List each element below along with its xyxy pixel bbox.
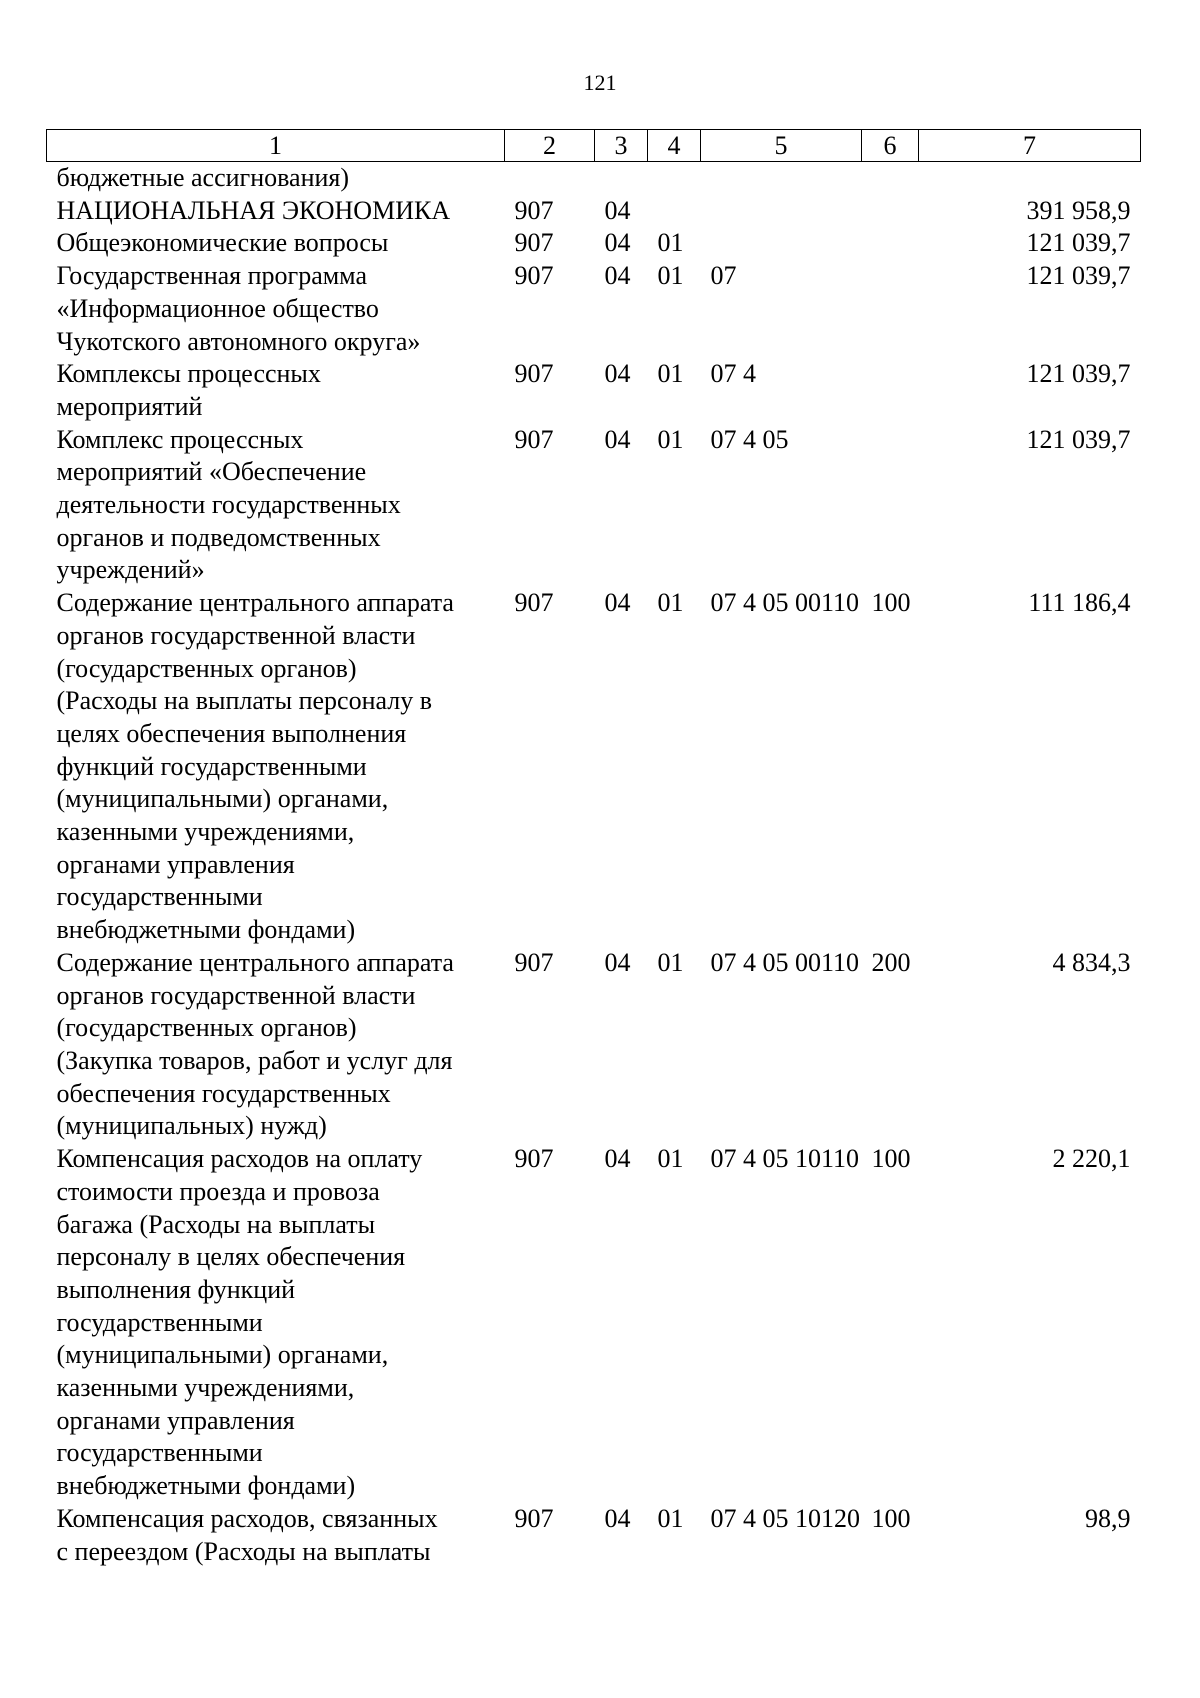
- row-subsection: [648, 195, 701, 228]
- row-name-line: органами управления: [56, 849, 295, 879]
- row-target-article: 07 4 05 00110: [710, 588, 860, 618]
- table-row: [47, 947, 1141, 1143]
- row-target-article: 07 4 05 10110: [710, 1144, 860, 1174]
- row-name: [47, 260, 505, 358]
- row-gov-code: 907: [514, 359, 554, 389]
- row-amount: 98,9: [1085, 1503, 1131, 1533]
- row-target-article: [701, 162, 862, 195]
- row-subsection: 01: [657, 588, 684, 618]
- row-section: [595, 162, 648, 195]
- row-amount: 121 039,7: [1026, 228, 1131, 258]
- row-amount: 121 039,7: [1026, 424, 1131, 454]
- row-name-line: казенными учреждениями,: [56, 817, 355, 847]
- row-amount: 111 186,4: [1028, 588, 1131, 618]
- row-amount: 391 958,9: [1026, 195, 1131, 225]
- table-body: [47, 162, 1141, 1569]
- table-row: [47, 260, 1141, 358]
- row-expense-type: 100: [871, 1144, 911, 1174]
- row-name-line: учреждений»: [56, 555, 205, 585]
- row-gov-code: 907: [514, 261, 554, 291]
- row-name-line: (муниципальных) нужд): [56, 1111, 327, 1141]
- row-name-line: Чукотского автономного округа»: [56, 326, 421, 356]
- row-section: 04: [604, 588, 631, 618]
- row-name-line: казенными учреждениями,: [56, 1373, 355, 1403]
- row-gov-code: 907: [514, 424, 554, 454]
- row-name-line: деятельности государственных: [56, 490, 401, 520]
- row-subsection: [648, 162, 701, 195]
- row-name: [47, 424, 505, 588]
- row-section: 04: [604, 359, 631, 389]
- row-name: [47, 587, 505, 947]
- row-name: [47, 947, 505, 1143]
- row-expense-type: 200: [871, 947, 911, 977]
- row-expense-type: [862, 162, 919, 195]
- row-name-line: государственными: [56, 1438, 263, 1468]
- row-expense-type: 100: [871, 1503, 911, 1533]
- row-gov-code: 907: [514, 1503, 554, 1533]
- row-section: 04: [604, 261, 631, 291]
- row-name-line: выполнения функций: [56, 1274, 296, 1304]
- row-name-line: Содержание центрального аппарата: [56, 947, 454, 977]
- row-name-line: Комплексы процессных: [56, 359, 321, 389]
- row-name-line: Комплекс процессных: [56, 424, 304, 454]
- row-name: [47, 1503, 505, 1568]
- row-amount: [919, 162, 1141, 195]
- row-name-line: органов и подведомственных: [56, 522, 381, 552]
- table-row: [47, 195, 1141, 228]
- row-name-line: Общеэкономические вопросы: [56, 228, 389, 258]
- row-name-line: бюджетные ассигнования): [56, 163, 350, 192]
- header-col-2: 2: [505, 130, 595, 162]
- table-row: [47, 1143, 1141, 1503]
- row-name-line: государственными: [56, 1307, 263, 1337]
- row-name: [47, 358, 505, 423]
- row-name: [47, 227, 505, 260]
- row-name-line: багажа (Расходы на выплаты: [56, 1209, 376, 1239]
- row-subsection: 01: [657, 261, 684, 291]
- row-subsection: 01: [657, 1144, 684, 1174]
- row-section: 04: [604, 195, 631, 225]
- row-name-line: (государственных органов): [56, 1013, 357, 1043]
- row-name: [47, 195, 505, 228]
- row-name-line: органами управления: [56, 1405, 295, 1435]
- header-col-6: 6: [862, 130, 919, 162]
- row-name-line: персоналу в целях обеспечения: [56, 1242, 406, 1272]
- row-section: 04: [604, 1144, 631, 1174]
- row-amount: 121 039,7: [1026, 261, 1131, 291]
- table-header: [47, 130, 1141, 162]
- header-col-7: 7: [919, 130, 1141, 162]
- row-expense-type: [862, 358, 919, 423]
- table-row: [47, 587, 1141, 947]
- row-name-line: внебюджетными фондами): [56, 1471, 356, 1501]
- row-name-line: (Закупка товаров, работ и услуг для: [56, 1045, 453, 1075]
- row-name-line: обеспечения государственных: [56, 1078, 391, 1108]
- row-amount: 4 834,3: [1052, 947, 1131, 977]
- row-name-line: (муниципальными) органами,: [56, 1340, 389, 1370]
- row-target-article: 07 4 05 10120: [710, 1503, 860, 1533]
- row-name-line: Государственная программа: [56, 261, 368, 291]
- row-name-line: государственными: [56, 882, 263, 912]
- row-name-line: мероприятий: [56, 391, 203, 421]
- row-expense-type: [862, 260, 919, 358]
- row-name-line: целях обеспечения выполнения: [56, 718, 407, 748]
- row-target-article: 07 4: [710, 359, 756, 389]
- row-subsection: 01: [657, 228, 684, 258]
- header-col-4: 4: [648, 130, 701, 162]
- row-name-line: органов государственной власти: [56, 980, 416, 1010]
- budget-table: [46, 129, 1141, 1568]
- row-target-article: 07 4 05 00110: [710, 947, 860, 977]
- row-name-line: НАЦИОНАЛЬНАЯ ЭКОНОМИКА: [56, 195, 451, 225]
- table-row: [47, 227, 1141, 260]
- row-gov-code: 907: [514, 588, 554, 618]
- row-name-line: (государственных органов): [56, 653, 357, 683]
- row-name-line: с переездом (Расходы на выплаты: [56, 1536, 431, 1566]
- row-gov-code: 907: [514, 947, 554, 977]
- row-name-line: Содержание центрального аппарата: [56, 588, 454, 618]
- row-subsection: 01: [657, 947, 684, 977]
- row-target-article: [701, 227, 862, 260]
- row-name-line: (Расходы на выплаты персоналу в: [56, 686, 433, 716]
- row-section: 04: [604, 424, 631, 454]
- row-gov-code: 907: [514, 1144, 554, 1174]
- row-gov-code: 907: [514, 195, 554, 225]
- table-row: [47, 1503, 1141, 1568]
- row-amount: 2 220,1: [1052, 1144, 1131, 1174]
- row-name-line: стоимости проезда и провоза: [56, 1176, 380, 1206]
- table-row: [47, 162, 1141, 195]
- table-row: [47, 358, 1141, 423]
- row-subsection: 01: [657, 1503, 684, 1533]
- row-amount: 121 039,7: [1026, 359, 1131, 389]
- row-name-line: Компенсация расходов, связанных: [56, 1503, 438, 1533]
- row-expense-type: [862, 227, 919, 260]
- row-name-line: Компенсация расходов на оплату: [56, 1144, 423, 1174]
- row-section: 04: [604, 1503, 631, 1533]
- row-section: 04: [604, 947, 631, 977]
- row-gov-code: [505, 162, 595, 195]
- row-name-line: органов государственной власти: [56, 620, 416, 650]
- row-target-article: 07: [710, 261, 737, 291]
- row-section: 04: [604, 228, 631, 258]
- header-row: [47, 130, 1141, 162]
- row-name-line: внебюджетными фондами): [56, 915, 356, 945]
- row-name-line: функций государственными: [56, 751, 367, 781]
- row-target-article: [701, 195, 862, 228]
- row-subsection: 01: [657, 359, 684, 389]
- row-subsection: 01: [657, 424, 684, 454]
- row-name: [47, 1143, 505, 1503]
- row-target-article: 07 4 05: [710, 424, 789, 454]
- row-name-line: «Информационное общество: [56, 293, 379, 323]
- header-col-1: 1: [47, 130, 505, 162]
- row-gov-code: 907: [514, 228, 554, 258]
- row-expense-type: 100: [871, 588, 911, 618]
- table-row: [47, 424, 1141, 588]
- page-number: 121: [583, 70, 617, 95]
- row-name-line: мероприятий «Обеспечение: [56, 457, 367, 487]
- row-name: [47, 162, 505, 195]
- row-expense-type: [862, 424, 919, 588]
- header-col-3: 3: [595, 130, 648, 162]
- row-expense-type: [862, 195, 919, 228]
- header-col-5: 5: [701, 130, 862, 162]
- row-name-line: (муниципальными) органами,: [56, 784, 389, 814]
